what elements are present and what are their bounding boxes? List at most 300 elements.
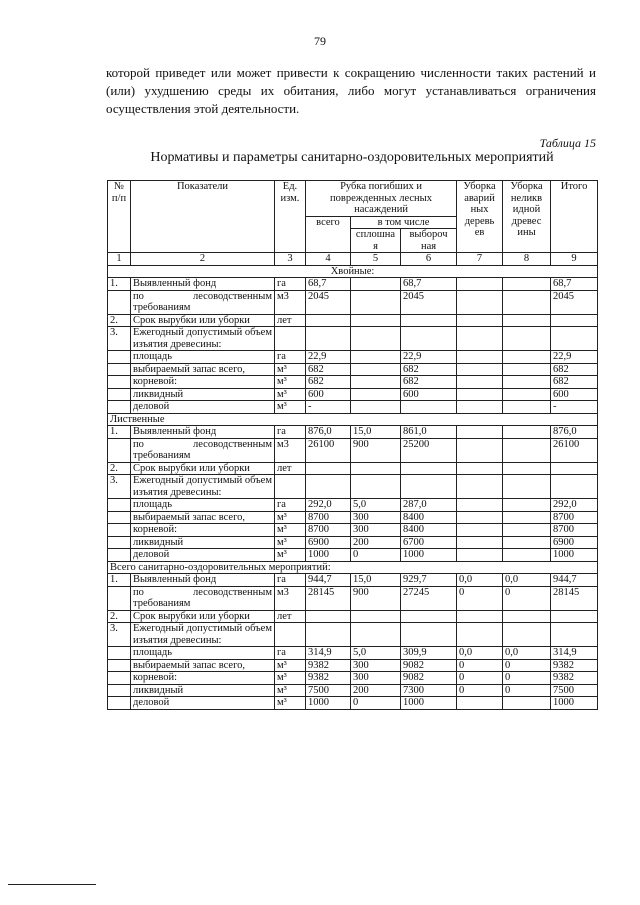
row-value [457,314,503,327]
row-unit: м³ [275,524,306,537]
row-value [503,314,551,327]
row-value: 300 [351,524,401,537]
row-value: 900 [351,586,401,610]
row-number: 2. [108,314,131,327]
row-value: 287,0 [401,499,457,512]
row-number [108,586,131,610]
row-value: 944,7 [551,574,598,587]
column-number: 5 [351,253,401,266]
table-row [108,697,598,710]
intro-text: которой приведет или может привести к сокращению численности таких растений и (или) ухудшению среды их обитания, либо могут устанавливаться ограничения осуществления этой деятельности. [106,65,596,116]
table-row [108,475,598,499]
row-value [503,327,551,351]
table-row [108,363,598,376]
row-unit: га [275,647,306,660]
row-value: 68,7 [306,278,351,291]
row-value: 200 [351,684,401,697]
row-value [503,549,551,562]
row-value: 0,0 [503,574,551,587]
table-row [108,659,598,672]
row-value: 0 [503,672,551,685]
table-row [108,426,598,439]
row-value: 861,0 [401,426,457,439]
row-value: 1000 [306,549,351,562]
header-felling: Рубка погибших и поврежденных лесных насаждений [306,181,457,217]
row-value [503,623,551,647]
section-title: Хвойные: [108,265,598,278]
section-title: Всего санитарно-оздоровительных мероприятий: [108,561,598,574]
row-number [108,549,131,562]
row-number [108,684,131,697]
table-header [108,181,598,266]
row-value [551,610,598,623]
row-unit: м³ [275,684,306,697]
row-number [108,499,131,512]
header-selective: выбороч ная [401,229,457,253]
row-value: 9382 [551,659,598,672]
row-indicator: корневой: [131,376,275,389]
row-value [503,511,551,524]
row-value: 682 [306,376,351,389]
row-unit: м3 [275,438,306,462]
row-number: 1. [108,574,131,587]
row-value [503,462,551,475]
row-value: 600 [401,388,457,401]
row-number: 1. [108,278,131,291]
row-value [457,388,503,401]
row-value: 0 [457,672,503,685]
row-value: - [551,401,598,414]
row-value: 7500 [306,684,351,697]
row-value: 0 [457,586,503,610]
row-value [503,475,551,499]
row-value: 22,9 [306,351,351,364]
table-row [108,314,598,327]
row-value: 682 [551,363,598,376]
norms-table [107,180,598,710]
row-value: 25200 [401,438,457,462]
row-value [457,475,503,499]
row-value [401,475,457,499]
row-value: - [306,401,351,414]
row-value: 27245 [401,586,457,610]
row-value [457,697,503,710]
table-row [108,536,598,549]
row-indicator: корневой: [131,672,275,685]
table-row [108,586,598,610]
row-indicator: Выявленный фонд [131,278,275,291]
table-row [108,327,598,351]
column-number: 8 [503,253,551,266]
row-number [108,697,131,710]
column-number: 9 [551,253,598,266]
row-value [457,549,503,562]
row-value [457,438,503,462]
row-unit: м³ [275,659,306,672]
row-value: 944,7 [306,574,351,587]
row-value: 8700 [551,524,598,537]
row-indicator: по лесоводственным требованиям [131,290,275,314]
footnote-divider [8,884,96,885]
row-number [108,647,131,660]
section-header-row [108,265,598,278]
table-row [108,549,598,562]
table-row [108,610,598,623]
row-indicator: ликвидный [131,684,275,697]
table-row [108,511,598,524]
row-unit: м³ [275,363,306,376]
row-value [306,475,351,499]
header-total-sub: всего [306,216,351,253]
row-value [401,327,457,351]
row-value: 7300 [401,684,457,697]
row-unit: м³ [275,549,306,562]
row-number [108,672,131,685]
row-value: 8700 [306,511,351,524]
row-value: 0,0 [503,647,551,660]
row-value: 0 [503,684,551,697]
row-value [306,623,351,647]
row-value: 314,9 [551,647,598,660]
header-unit: Ед. изм. [275,181,306,253]
row-value: 0,0 [457,574,503,587]
section-header-row [108,561,598,574]
row-unit: м³ [275,376,306,389]
table-body [108,265,598,709]
row-value: 314,9 [306,647,351,660]
row-value [351,388,401,401]
row-value: 22,9 [551,351,598,364]
row-value [457,462,503,475]
row-unit: м³ [275,388,306,401]
table-row [108,438,598,462]
row-value [457,610,503,623]
row-value [306,462,351,475]
row-number [108,363,131,376]
row-value [503,697,551,710]
row-value [503,290,551,314]
row-indicator: деловой [131,549,275,562]
row-indicator: площадь [131,499,275,512]
row-value: 309,9 [401,647,457,660]
row-value [457,401,503,414]
row-value: 0 [351,697,401,710]
row-value: 682 [401,376,457,389]
row-value [503,610,551,623]
table-row [108,376,598,389]
row-value: 28145 [306,586,351,610]
row-value [457,499,503,512]
row-value: 200 [351,536,401,549]
row-value [351,363,401,376]
row-value: 8700 [551,511,598,524]
table-row [108,623,598,647]
row-value [551,623,598,647]
row-value [503,278,551,291]
row-indicator: выбираемый запас всего, [131,511,275,524]
row-indicator: деловой [131,697,275,710]
row-value: 0 [503,659,551,672]
table-label: Таблица 15 [539,136,596,150]
row-value [401,314,457,327]
row-value [306,610,351,623]
row-number [108,401,131,414]
table-row [108,647,598,660]
row-value: 6900 [306,536,351,549]
row-number [108,388,131,401]
row-value: 5,0 [351,647,401,660]
column-number: 2 [131,253,275,266]
row-value [351,278,401,291]
row-value: 2045 [306,290,351,314]
row-value [351,351,401,364]
row-value [351,327,401,351]
row-value: 7500 [551,684,598,697]
column-numbers-row [108,253,598,266]
row-value: 22,9 [401,351,457,364]
row-value [457,536,503,549]
table-row [108,351,598,364]
row-value [457,327,503,351]
row-value: 682 [306,363,351,376]
row-value [503,376,551,389]
row-value: 1000 [306,697,351,710]
row-value [503,536,551,549]
row-number [108,290,131,314]
row-value: 292,0 [551,499,598,512]
row-value [351,623,401,647]
row-value: 9382 [306,659,351,672]
row-value: 929,7 [401,574,457,587]
section-header-row [108,413,598,426]
page-number: 79 [314,34,326,48]
row-unit: м³ [275,511,306,524]
row-value: 68,7 [551,278,598,291]
row-unit: га [275,278,306,291]
row-unit: лет [275,610,306,623]
row-unit: га [275,574,306,587]
row-value: 15,0 [351,574,401,587]
row-indicator: выбираемый запас всего, [131,363,275,376]
row-value: 300 [351,511,401,524]
row-value: 1000 [551,697,598,710]
row-value: 0 [503,586,551,610]
row-number: 3. [108,327,131,351]
row-value: 682 [551,376,598,389]
row-value: 6900 [551,536,598,549]
row-value [503,388,551,401]
row-value: 28145 [551,586,598,610]
row-indicator: ликвидный [131,536,275,549]
row-number: 1. [108,426,131,439]
table-row [108,278,598,291]
row-unit [275,327,306,351]
table-row [108,401,598,414]
row-unit: м3 [275,290,306,314]
row-value: 0 [351,549,401,562]
row-value [457,363,503,376]
column-number: 4 [306,253,351,266]
row-value: 9382 [306,672,351,685]
row-value: 9082 [401,659,457,672]
row-value [457,623,503,647]
row-value: 26100 [551,438,598,462]
row-value [457,290,503,314]
row-unit: га [275,351,306,364]
row-value [503,363,551,376]
row-value [351,290,401,314]
row-value [351,314,401,327]
row-number [108,376,131,389]
row-indicator: Срок вырубки или уборки [131,314,275,327]
row-value [503,426,551,439]
column-number: 3 [275,253,306,266]
header-illiquid: Уборка неликв идной древес ины [503,181,551,253]
row-number [108,438,131,462]
row-value [351,462,401,475]
row-value: 8700 [306,524,351,537]
row-unit: га [275,499,306,512]
row-indicator: Выявленный фонд [131,574,275,587]
row-indicator: площадь [131,647,275,660]
row-value [351,475,401,499]
row-number: 3. [108,475,131,499]
row-unit [275,475,306,499]
row-value: 1000 [401,549,457,562]
row-value: 292,0 [306,499,351,512]
row-value: 300 [351,659,401,672]
row-value: 0,0 [457,647,503,660]
row-unit: м³ [275,536,306,549]
row-value: 682 [401,363,457,376]
row-value: 300 [351,672,401,685]
row-indicator: площадь [131,351,275,364]
row-value [457,426,503,439]
table-title: Нормативы и параметры санитарно-оздоровительных мероприятий [150,150,554,165]
row-value: 600 [306,388,351,401]
row-indicator: по лесоводственным требованиям [131,438,275,462]
row-value [503,524,551,537]
row-value: 600 [551,388,598,401]
row-unit: м³ [275,672,306,685]
row-indicator: выбираемый запас всего, [131,659,275,672]
table-row [108,672,598,685]
row-value [401,462,457,475]
column-number: 7 [457,253,503,266]
row-value [503,499,551,512]
row-indicator: Ежегодный допустимый объем изъятия древесины: [131,475,275,499]
table-row [108,684,598,697]
row-value: 2045 [401,290,457,314]
intro-paragraph [106,64,596,118]
row-indicator: Ежегодный допустимый объем изъятия древесины: [131,623,275,647]
row-indicator: ликвидный [131,388,275,401]
row-number: 2. [108,610,131,623]
row-value [401,401,457,414]
row-value [306,327,351,351]
row-unit: м³ [275,697,306,710]
table-row [108,462,598,475]
row-value [503,351,551,364]
row-unit: лет [275,462,306,475]
row-indicator: деловой [131,401,275,414]
header-windfall: Уборка аварий ных деревь ев [457,181,503,253]
row-value: 6700 [401,536,457,549]
row-value [401,610,457,623]
row-value [551,314,598,327]
table-row [108,574,598,587]
row-unit: га [275,426,306,439]
row-value: 876,0 [306,426,351,439]
row-number [108,511,131,524]
row-number [108,524,131,537]
row-unit: лет [275,314,306,327]
row-value: 8400 [401,524,457,537]
row-value: 9082 [401,672,457,685]
row-value: 1000 [551,549,598,562]
row-indicator: Выявленный фонд [131,426,275,439]
row-value: 0 [457,659,503,672]
row-value: 8400 [401,511,457,524]
row-number: 3. [108,623,131,647]
row-value [503,438,551,462]
row-value: 15,0 [351,426,401,439]
table-row [108,499,598,512]
row-value [457,351,503,364]
row-unit [275,623,306,647]
row-value: 1000 [401,697,457,710]
row-indicator: корневой: [131,524,275,537]
row-value [351,610,401,623]
row-number [108,659,131,672]
row-unit: м3 [275,586,306,610]
row-value [351,376,401,389]
row-value: 2045 [551,290,598,314]
row-value: 0 [457,684,503,697]
row-value [457,278,503,291]
header-grand-total: Итого [551,181,598,253]
row-indicator: Срок вырубки или уборки [131,610,275,623]
row-indicator: по лесоводственным требованиям [131,586,275,610]
section-title: Лиственные [108,413,598,426]
table-row [108,524,598,537]
row-value: 900 [351,438,401,462]
row-value [457,524,503,537]
row-value [351,401,401,414]
table-row [108,290,598,314]
row-value [503,401,551,414]
row-number [108,536,131,549]
header-including: в том числе [351,216,457,229]
header-clear: сплошна я [351,229,401,253]
table-row [108,388,598,401]
row-indicator: Срок вырубки или уборки [131,462,275,475]
header-indicators: Показатели [131,181,275,253]
row-value [306,314,351,327]
row-indicator: Ежегодный допустимый объем изъятия древесины: [131,327,275,351]
row-value [401,623,457,647]
header-num: № п/п [108,181,131,253]
row-value [551,475,598,499]
row-value: 68,7 [401,278,457,291]
row-value [457,376,503,389]
row-value [551,327,598,351]
row-value: 9382 [551,672,598,685]
row-value [457,511,503,524]
row-value: 876,0 [551,426,598,439]
column-number: 1 [108,253,131,266]
row-number [108,351,131,364]
